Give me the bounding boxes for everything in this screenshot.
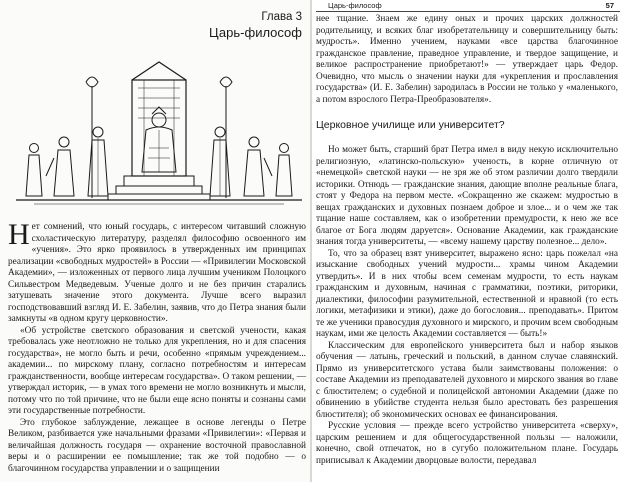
paragraph: Русские условия — прежде всего устройство университета «сверху», царским решением и для общегосударственной пользы — наложили, конечно, свой отпечаток, но в сугубо положительном плане. Государь приписывал к Академии дворцовые волости, передавал bbox=[316, 421, 618, 466]
chapter-title: Царь-философ bbox=[209, 25, 302, 40]
right-top-text bbox=[316, 14, 618, 106]
throne-engraving-illustration bbox=[14, 58, 304, 208]
running-title: Царь-философ bbox=[328, 1, 382, 10]
paragraph: «Об устройстве светского образования и светской учености, какая требовалась уже неотложно не только для укрепления, но и для спасения государства», не могло быть и речи, особенно «прямым учреждением... академии... по мирскому плану, согласно потребностям и интересам гражданственности, вообще интересам государства». О таком решении, — утверждал историк, — в умах того времени не могло возникнуть и мысли, потому что по той причине, что не были еще ясно поняты и сознаны сами эти государственные потребности. bbox=[8, 325, 306, 416]
paragraph: То, что за образец взят университет, выражено ясно: царь пожелал «на изыскание свободных учений мудрости... храмы чином Академии утвердить». И в них чтобы всем семенам мудрости, то есть наукам гражданским и духовным, начиная с грамматики, поэтики, риторики, диалектики, философии разумительной, естественной и нравной (то есть логики, метафизики и этики), даже до богословия... преподавать». Притом те же ученики правосудия духовного и мирского, и прочим всем свободным наукам, ими же целость Академии составляется — быть!» bbox=[316, 248, 618, 339]
right-body-text bbox=[316, 145, 618, 467]
paragraph: нее тщание. Знаем же едину оных и прочих царских должностей родительницу, и всяких благ изобретательницу и совершительницу быть: мудрость». Именно учением, науками «все царства благочинное гражданское правление, праведное управление, и твердое защищение, и великое распространение приобретают!» — утверждает царь Федор. Очевидно, что мысль о значении науки для «укрепления и прославления государства» (И. Е. Забелин) зародилась в России не только у «маленького, а потом взрослого Петра-Преобразователя». bbox=[316, 14, 618, 105]
paragraph: Это глубокое заблуждение, лежащее в основе легенды о Петре Великом, разбивается уже начальными фразами «Привилегии»: «Первая и величайшая должность государя — охранение восточной православной веры и о расширении ее помышление; так же той подобно — о благочинном государства управлении и о защищении bbox=[8, 417, 306, 474]
paragraph: Но может быть, старший брат Петра имел в виду некую исключительно религиозную, «латинско-польскую» ученость, в корне отличную от «немецкой» светской науки — не зря же об этом различии долго твердили историки. Отнюдь — гражданские знания, дающие вполне реальные блага, стоят у Федора на первом месте. «Сокращенно же скажем: мудростью в вещах гражданских и духовных познаем доброе и злое... и о чем же так тщание наше составляем, как о изобретении премудрости, к нею же все благое от Бога людям даруется». Основание Академии, как гражданские знания тогда университеты, — «всему нашему царству полезное... дело». bbox=[316, 145, 618, 247]
drop-cap: Н bbox=[8, 218, 30, 251]
right-page bbox=[312, 0, 624, 482]
left-page bbox=[0, 0, 310, 482]
running-header bbox=[316, 1, 620, 12]
chapter-heading bbox=[209, 10, 302, 41]
left-body-text bbox=[8, 218, 306, 475]
page-number: 57 bbox=[605, 1, 614, 10]
paragraph: Классическим для европейского университета был и набор языков обучения — латынь, греческий и польский, в данном случае славянский. Прямо из университетского устава были заимствованы положения: о составе Академии из преподавателей духовного и мирского звания во главе с блюстителем; о судебной и полицейской автономии Академии (даже по обвинению в убийстве студента нельзя было арестовать без разрешения блюстителя); об экономических основах ее финансирования. bbox=[316, 340, 618, 420]
chapter-number: Глава 3 bbox=[261, 11, 302, 23]
section-heading: Церковное училище или университет? bbox=[316, 119, 505, 131]
paragraph: Нет сомнений, что юный государь, с интересом читавший сложную схоластическую литературу, разделял философию освоенного им «учения». Это ярко проявилось в утвержденных им принципах реализации «свободных мудростей» в России — «Привилегии Московской Академии», — изложенных от первого лица лучшим учеником Полоцкого Сильвестром Медведевым. Ученые долго и не без причин старались затушевать значение этого документа. Лучше всего выразил господствовавший взгляд И. Е. Забелин, заявив, что до Петра знания были замкнуты «в одном кругу церковности». bbox=[8, 218, 306, 324]
